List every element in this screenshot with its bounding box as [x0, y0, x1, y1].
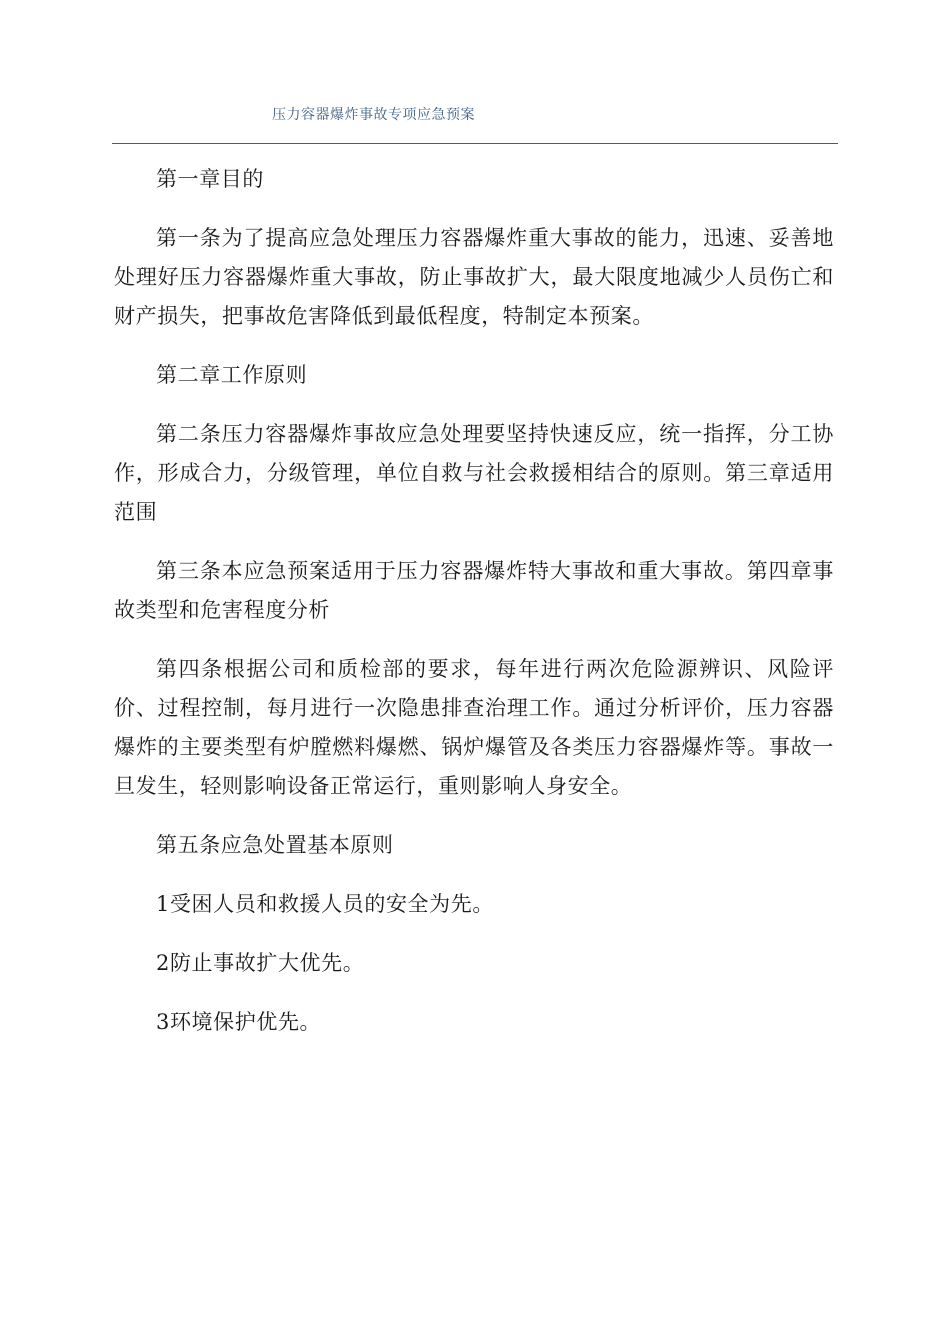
page-header [112, 90, 838, 144]
body-paragraph: 第一条为了提高应急处理压力容器爆炸重大事故的能力，迅速、妥善地处理好压力容器爆炸重大事故，防止事故扩大，最大限度地减少人员伤亡和财产损失，把事故危害降低到最低程度，特制定本预案。 [114, 226, 834, 328]
body-paragraph: 第四条根据公司和质检部的要求，每年进行两次危险源辨识、风险评价、过程控制，每月进行一次隐患排查治理工作。通过分析评价，压力容器爆炸的主要类型有炉膛燃料爆燃、锅炉爆管及各类压力容器爆炸等。事故一旦发生，轻则影响设备正常运行，重则影响人身安全。 [114, 657, 834, 798]
body-paragraph: 第三条本应急预案适用于压力容器爆炸特大事故和重大事故。第四章事故类型和危害程度分析 [114, 559, 834, 622]
document-body [114, 160, 834, 1062]
list-item: 1受困人员和救援人员的安全为先。 [156, 892, 494, 916]
list-item: 2防止事故扩大优先。 [156, 951, 365, 975]
body-paragraph: 第二条压力容器爆炸事故应急处理要坚持快速反应，统一指挥，分工协作，形成合力，分级管理，单位自救与社会救援相结合的原则。第三章适用范围 [114, 422, 834, 524]
header-title: 压力容器爆炸事故专项应急预案 [272, 107, 475, 123]
list-item: 3环境保护优先。 [156, 1010, 322, 1034]
chapter-heading: 第二章工作原则 [156, 363, 308, 387]
chapter-heading: 第一章目的 [156, 167, 264, 191]
section-heading: 第五条应急处置基本原则 [156, 833, 394, 857]
